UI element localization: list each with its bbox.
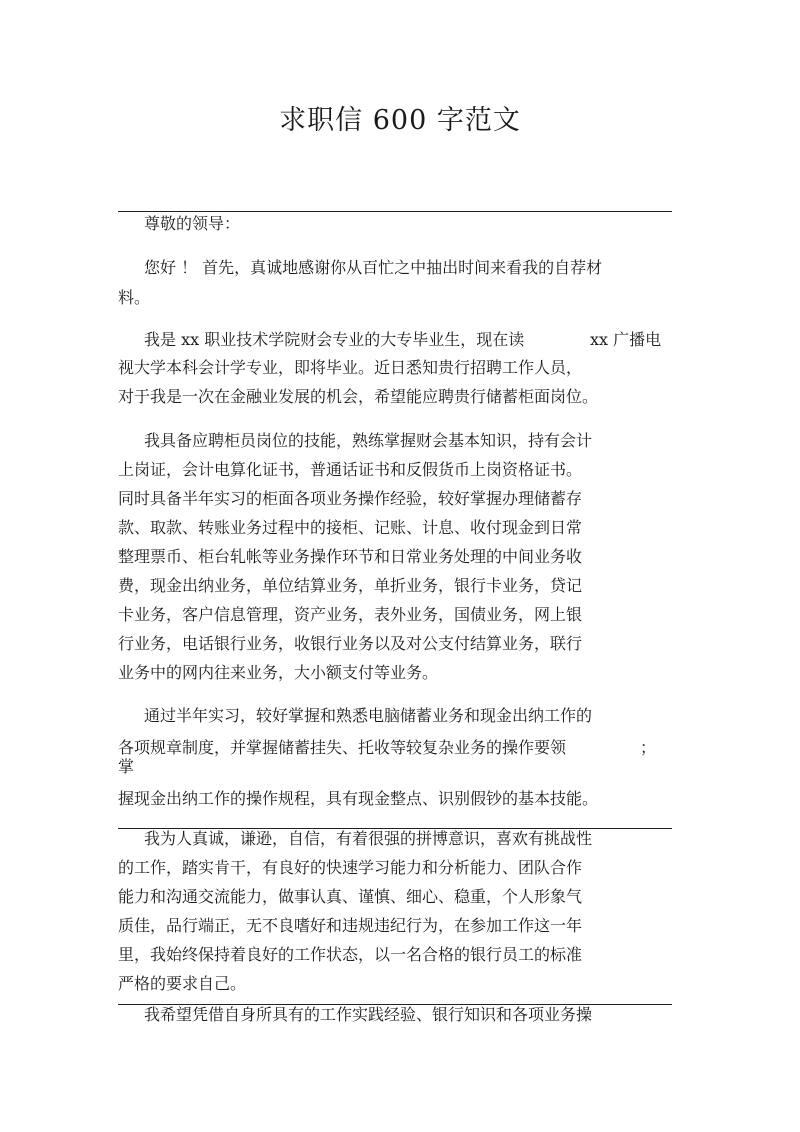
p5-line-5: 里，我始终保持着良好的工作状态，以一名合格的银行员工的标准: [118, 945, 583, 964]
p3-line-8: 行业务，电话银行业务，收银行业务以及对公支付结算业务，联行: [118, 634, 583, 653]
p4-line-2-mark: ；: [640, 738, 657, 757]
p1-line-2: 料。: [118, 288, 151, 307]
p1-line-1: 您好 ！ 首先，真诚地感谢你从百忙之中抽出时间来看我的自荐材: [144, 258, 603, 277]
p2-line-3: 对于我是一次在金融业发展的机会，希望能应聘贵行储蓄柜面岗位。: [118, 387, 599, 406]
p3-line-2: 上岗证，会计电算化证书，普通话证书和反假货币上岗资格证书。: [118, 460, 583, 479]
document-title: 求职信 600 字范文: [279, 105, 521, 136]
p2-line-2: 视大学本科会计学专业，即将毕业。近日悉知贵行招聘工作人员，: [118, 358, 583, 377]
p6-line-1: 我希望凭借自身所具有的工作实践经验、银行知识和各项业务操: [144, 1005, 593, 1024]
salutation: 尊敬的领导：: [144, 214, 241, 233]
p3-line-7: 卡业务，客户信息管理，资产业务，表外业务，国债业务，网上银: [118, 605, 583, 624]
p3-line-3: 同时具备半年实习的柜面各项业务操作经验，较好掌握办理储蓄存: [118, 489, 583, 508]
divider-top: [118, 211, 672, 212]
p4-line-3: 掌: [118, 757, 135, 776]
p2-line-1-left: 我是 xx 职业技术学院财会专业的大专毕业生，现在读: [144, 330, 525, 349]
p5-line-4: 质佳，品行端正，无不良嗜好和违规违纪行为，在参加工作这一年: [118, 916, 583, 935]
p3-line-4: 款、取款、转账业务过程中的接柜、记账、计息、收付现金到日常: [118, 518, 583, 537]
p4-line-4: 握现金出纳工作的操作规程，具有现金整点、识别假钞的基本技能。: [118, 789, 599, 808]
p3-line-6: 费，现金出纳业务，单位结算业务，单折业务，银行卡业务，贷记: [118, 576, 583, 595]
p4-line-1: 通过半年实习，较好掌握和熟悉电脑储蓄业务和现金出纳工作的: [144, 706, 593, 725]
p4-line-2: 各项规章制度，并掌握储蓄挂失、托收等较复杂业务的操作要领: [118, 738, 567, 757]
p2-line-1-right: xx 广播电: [590, 330, 662, 349]
p5-line-1: 我为人真诚，谦逊，自信，有着很强的拼博意识，喜欢有挑战性: [144, 829, 593, 848]
p3-line-5: 整理票币、柜台轧帐等业务操作环节和日常业务处理的中间业务收: [118, 547, 583, 566]
p5-line-6: 严格的要求自己。: [118, 974, 247, 993]
p3-line-1: 我具备应聘柜员岗位的技能，熟练掌握财会基本知识，持有会计: [144, 431, 593, 450]
p5-line-2: 的工作，踏实肯干，有良好的快速学习能力和分析能力、团队合作: [118, 858, 583, 877]
p5-line-3: 能力和沟通交流能力，做事认真、谨慎、细心、稳重，个人形象气: [118, 887, 583, 906]
p3-line-9: 业务中的网内往来业务，大小额支付等业务。: [118, 663, 439, 682]
